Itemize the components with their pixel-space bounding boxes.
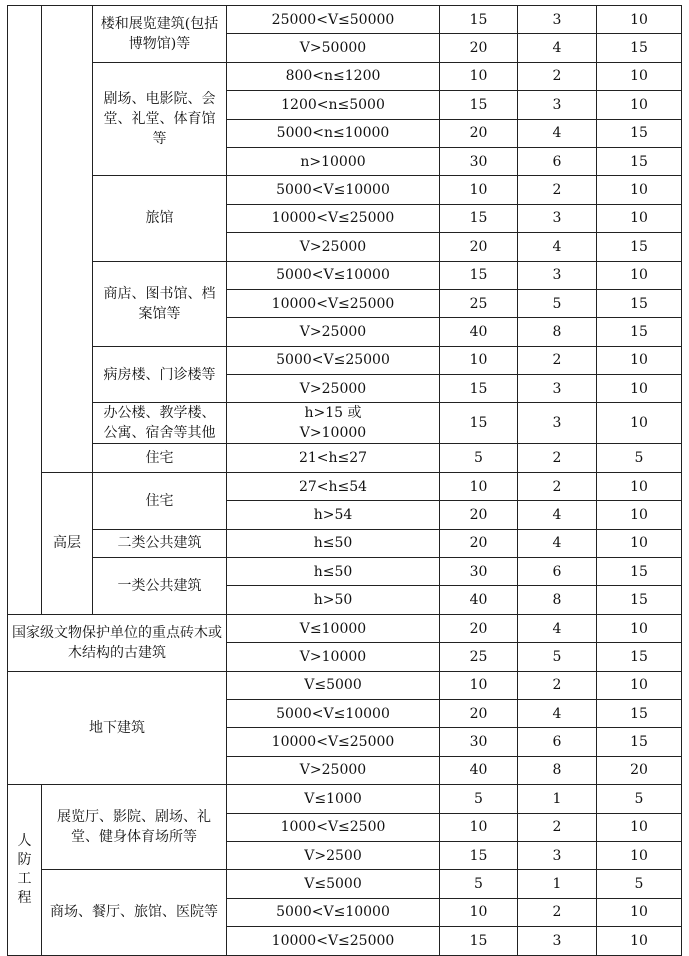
- value-cell: 2: [518, 671, 597, 699]
- value-cell: 4: [518, 233, 597, 261]
- value-cell: 8: [518, 756, 597, 784]
- value-cell: 25: [440, 643, 518, 671]
- group-heritage: 国家级文物保护单位的重点砖木或木结构的古建筑: [8, 614, 227, 671]
- value-cell: 10: [597, 346, 682, 374]
- value-cell: 30: [440, 147, 518, 175]
- building-type: 一类公共建筑: [93, 558, 227, 615]
- value-cell: 5: [518, 643, 597, 671]
- value-cell: 2: [518, 444, 597, 472]
- table-row: [8, 261, 682, 289]
- scale-cell: 5000<V≤25000: [227, 346, 440, 374]
- table-row: [8, 472, 682, 500]
- value-cell: 4: [518, 501, 597, 529]
- value-cell: 2: [518, 62, 597, 90]
- scale-cell: 1200<n≤5000: [227, 91, 440, 119]
- value-cell: 15: [440, 403, 518, 444]
- value-cell: 20: [440, 614, 518, 642]
- value-cell: 10: [597, 261, 682, 289]
- building-type: 办公楼、教学楼、公寓、宿舍等其他: [93, 403, 227, 444]
- scale-cell: 10000<V≤25000: [227, 204, 440, 232]
- value-cell: 5: [597, 785, 682, 813]
- value-cell: 1: [518, 870, 597, 898]
- value-cell: 10: [440, 176, 518, 204]
- scale-cell: V≤1000: [227, 785, 440, 813]
- value-cell: 10: [597, 841, 682, 869]
- value-cell: 10: [597, 375, 682, 403]
- scale-cell: n>10000: [227, 147, 440, 175]
- value-cell: 15: [440, 375, 518, 403]
- scale-cell: V≤5000: [227, 870, 440, 898]
- value-cell: 10: [597, 898, 682, 926]
- building-type: 商场、餐厅、旅馆、医院等: [42, 870, 227, 955]
- scale-cell: 21<h≤27: [227, 444, 440, 472]
- value-cell: 8: [518, 318, 597, 346]
- value-cell: 10: [597, 403, 682, 444]
- value-cell: 10: [597, 91, 682, 119]
- scale-cell: 5000<V≤10000: [227, 699, 440, 727]
- table-row: [8, 614, 682, 642]
- scale-cell: V≤5000: [227, 671, 440, 699]
- value-cell: 5: [440, 785, 518, 813]
- value-cell: 5: [518, 289, 597, 317]
- value-cell: 6: [518, 558, 597, 586]
- scale-cell: V>10000: [227, 643, 440, 671]
- value-cell: 3: [518, 375, 597, 403]
- scale-cell: V>25000: [227, 375, 440, 403]
- scale-cell: 800<n≤1200: [227, 62, 440, 90]
- scale-cell: 27<h≤54: [227, 472, 440, 500]
- scale-cell: V≤10000: [227, 614, 440, 642]
- value-cell: 20: [440, 501, 518, 529]
- scale-cell: h≤50: [227, 558, 440, 586]
- table-row: [8, 870, 682, 898]
- scale-cell: V>25000: [227, 318, 440, 346]
- scale-cell: h≤50: [227, 529, 440, 557]
- table-row: [8, 558, 682, 586]
- scale-cell: V>2500: [227, 841, 440, 869]
- building-type: 病房楼、门诊楼等: [93, 346, 227, 403]
- value-cell: 15: [597, 289, 682, 317]
- subgroup-highrise: 高层: [42, 472, 93, 614]
- scale-cell: 10000<V≤25000: [227, 927, 440, 955]
- value-cell: 5: [597, 870, 682, 898]
- value-cell: 5: [440, 444, 518, 472]
- value-cell: 15: [440, 927, 518, 955]
- table-row: [8, 346, 682, 374]
- value-cell: 10: [597, 176, 682, 204]
- value-cell: 3: [518, 841, 597, 869]
- building-type: 住宅: [93, 472, 227, 529]
- scale-cell: V>25000: [227, 756, 440, 784]
- value-cell: 6: [518, 147, 597, 175]
- value-cell: 20: [440, 119, 518, 147]
- vertical-label: 人防工程: [17, 832, 32, 906]
- value-cell: 3: [518, 403, 597, 444]
- value-cell: 2: [518, 898, 597, 926]
- table-row: [8, 62, 682, 90]
- value-cell: 4: [518, 529, 597, 557]
- value-cell: 1: [518, 785, 597, 813]
- value-cell: 4: [518, 699, 597, 727]
- value-cell: 8: [518, 586, 597, 614]
- value-cell: 15: [597, 586, 682, 614]
- table-row: [8, 444, 682, 472]
- table-row: [8, 403, 682, 444]
- scale-cell: 5000<V≤10000: [227, 261, 440, 289]
- building-type: 展览厅、影院、剧场、礼堂、健身体育场所等: [42, 785, 227, 870]
- scale-cell: 5000<V≤10000: [227, 898, 440, 926]
- value-cell: 3: [518, 927, 597, 955]
- value-cell: 4: [518, 119, 597, 147]
- value-cell: 15: [597, 728, 682, 756]
- scale-cell: V>50000: [227, 34, 440, 62]
- value-cell: 10: [597, 671, 682, 699]
- table-row: [8, 671, 682, 699]
- value-cell: 5: [440, 870, 518, 898]
- value-cell: 15: [597, 558, 682, 586]
- value-cell: 15: [597, 147, 682, 175]
- value-cell: 3: [518, 204, 597, 232]
- building-type: 楼和展览建筑(包括博物馆)等: [93, 6, 227, 63]
- value-cell: 15: [440, 261, 518, 289]
- value-cell: 40: [440, 756, 518, 784]
- value-cell: 15: [440, 91, 518, 119]
- value-cell: 15: [440, 204, 518, 232]
- value-cell: 20: [440, 233, 518, 261]
- value-cell: 5: [597, 444, 682, 472]
- value-cell: 3: [518, 6, 597, 34]
- value-cell: 15: [440, 841, 518, 869]
- spec-table: [7, 5, 682, 956]
- value-cell: 15: [597, 233, 682, 261]
- value-cell: 30: [440, 728, 518, 756]
- value-cell: 20: [440, 34, 518, 62]
- value-cell: 15: [597, 318, 682, 346]
- value-cell: 10: [597, 927, 682, 955]
- value-cell: 6: [518, 728, 597, 756]
- value-cell: 2: [518, 472, 597, 500]
- value-cell: 15: [440, 6, 518, 34]
- value-cell: 15: [597, 119, 682, 147]
- value-cell: 40: [440, 318, 518, 346]
- value-cell: 10: [440, 62, 518, 90]
- value-cell: 10: [440, 671, 518, 699]
- value-cell: 3: [518, 261, 597, 289]
- value-cell: 25: [440, 289, 518, 317]
- value-cell: 20: [440, 699, 518, 727]
- spec-table-body: [8, 6, 682, 956]
- value-cell: 40: [440, 586, 518, 614]
- value-cell: 10: [597, 529, 682, 557]
- table-row: [8, 785, 682, 813]
- table-row: [8, 529, 682, 557]
- table-row: [8, 6, 682, 34]
- scale-cell: 1000<V≤2500: [227, 813, 440, 841]
- value-cell: 10: [597, 204, 682, 232]
- scale-cell: 25000<V≤50000: [227, 6, 440, 34]
- scale-cell: h>15 或 V>10000: [227, 403, 440, 444]
- value-cell: 2: [518, 346, 597, 374]
- building-type: 剧场、电影院、会堂、礼堂、体育馆等: [93, 62, 227, 176]
- value-cell: 10: [440, 346, 518, 374]
- value-cell: 2: [518, 813, 597, 841]
- scale-cell: h>50: [227, 586, 440, 614]
- scale-cell: h>54: [227, 501, 440, 529]
- table-row: [8, 176, 682, 204]
- scale-cell: 5000<V≤10000: [227, 176, 440, 204]
- value-cell: 10: [597, 501, 682, 529]
- group-underground: 地下建筑: [8, 671, 227, 785]
- value-cell: 10: [597, 614, 682, 642]
- scale-cell: 5000<n≤10000: [227, 119, 440, 147]
- scale-cell: 10000<V≤25000: [227, 728, 440, 756]
- value-cell: 10: [440, 898, 518, 926]
- value-cell: 10: [597, 813, 682, 841]
- value-cell: 10: [597, 62, 682, 90]
- scale-cell: 10000<V≤25000: [227, 289, 440, 317]
- building-type: 旅馆: [93, 176, 227, 261]
- value-cell: 20: [440, 529, 518, 557]
- group-civil: [8, 6, 42, 615]
- value-cell: 10: [597, 472, 682, 500]
- value-cell: 15: [597, 699, 682, 727]
- scale-cell: V>25000: [227, 233, 440, 261]
- group-civil-defense: [8, 785, 42, 955]
- value-cell: 10: [440, 472, 518, 500]
- value-cell: 2: [518, 176, 597, 204]
- value-cell: 10: [440, 813, 518, 841]
- building-type: 二类公共建筑: [93, 529, 227, 557]
- value-cell: 15: [597, 643, 682, 671]
- building-type: 住宅: [93, 444, 227, 472]
- subgroup-multistorey: [42, 6, 93, 473]
- value-cell: 3: [518, 91, 597, 119]
- building-type: 商店、图书馆、档案馆等: [93, 261, 227, 346]
- value-cell: 4: [518, 614, 597, 642]
- value-cell: 15: [597, 34, 682, 62]
- value-cell: 10: [597, 6, 682, 34]
- value-cell: 4: [518, 34, 597, 62]
- value-cell: 20: [597, 756, 682, 784]
- value-cell: 30: [440, 558, 518, 586]
